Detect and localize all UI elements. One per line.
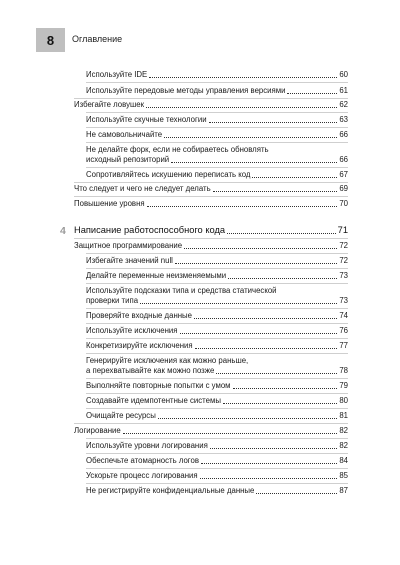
- divider: [86, 127, 348, 128]
- toc-entry[interactable]: [86, 381, 348, 391]
- toc-entry-page: 84: [339, 456, 348, 465]
- divider: [74, 196, 348, 197]
- divider: [86, 283, 348, 284]
- leader-dots: [123, 433, 338, 434]
- chapter-title: Написание работоспособного кода: [74, 225, 226, 235]
- leader-dots: [147, 206, 338, 207]
- divider: [86, 353, 348, 354]
- toc-entry-page: 72: [339, 256, 348, 265]
- toc-entry-title: Используйте IDE: [86, 70, 148, 79]
- divider: [86, 468, 348, 469]
- leader-dots: [149, 77, 337, 78]
- toc-entry[interactable]: [86, 356, 348, 376]
- divider: [86, 408, 348, 409]
- toc-entry-title: Не регистрируйте конфиденциальные данные: [86, 486, 255, 495]
- leader-dots: [171, 162, 337, 163]
- toc-entry[interactable]: [86, 471, 348, 481]
- leader-dots: [146, 107, 337, 108]
- divider: [86, 393, 348, 394]
- toc-entry-title: Используйте исключения: [86, 326, 178, 335]
- toc-entry-title-line2: исходный репозиторий: [86, 155, 170, 164]
- toc-entry[interactable]: [86, 256, 348, 266]
- divider: [86, 167, 348, 168]
- toc-entry-page: 61: [339, 86, 348, 95]
- divider: [86, 268, 348, 269]
- leader-dots: [175, 263, 337, 264]
- toc-entry-page: 85: [339, 471, 348, 480]
- toc-entry-page: 73: [339, 296, 348, 305]
- toc-entry-page: 62: [339, 100, 348, 109]
- divider: [86, 253, 348, 254]
- toc-entry-title: Обеспечьте атомарность логов: [86, 456, 199, 465]
- toc-entry-page: 67: [339, 170, 348, 179]
- divider: [86, 112, 348, 113]
- leader-dots: [228, 278, 337, 279]
- leader-dots: [184, 248, 337, 249]
- toc-entry-title: Конкретизируйте исключения: [86, 341, 193, 350]
- toc-entry-title: Что следует и чего не следует делать: [74, 184, 211, 193]
- divider: [74, 182, 348, 183]
- toc-entry-page: 63: [339, 115, 348, 124]
- toc-entry[interactable]: [86, 170, 348, 180]
- toc-entry[interactable]: [74, 241, 348, 251]
- leader-dots: [210, 448, 338, 449]
- leader-dots: [209, 122, 338, 123]
- toc-entry-page: 72: [339, 241, 348, 250]
- leader-dots: [256, 493, 337, 494]
- leader-dots: [195, 348, 338, 349]
- toc-entry[interactable]: [74, 426, 348, 436]
- toc-entry[interactable]: [86, 341, 348, 351]
- leader-dots: [223, 403, 337, 404]
- toc-entry-page: 82: [339, 426, 348, 435]
- divider: [74, 98, 348, 99]
- toc-entry-title: Избегайте значений null: [86, 256, 173, 265]
- toc-entry[interactable]: [74, 100, 348, 110]
- toc-entry-title-line2: а перехватывайте как можно позже: [86, 366, 215, 375]
- chapter-page: 71: [337, 225, 348, 235]
- toc-entry-title-line1: Генерируйте исключения как можно раньше,: [86, 356, 249, 365]
- leader-dots: [200, 478, 338, 479]
- toc-entry-title: Создавайте идемпотентные системы: [86, 396, 221, 405]
- toc-entry-title: Сопротивляйтесь искушению переписать код: [86, 170, 251, 179]
- toc-entry[interactable]: [86, 286, 348, 306]
- toc-entry-page: 73: [339, 271, 348, 280]
- leader-dots: [216, 373, 337, 374]
- divider: [86, 142, 348, 143]
- divider: [74, 423, 348, 424]
- toc-entry-page: 76: [339, 326, 348, 335]
- divider: [74, 238, 348, 239]
- toc-entry-title-line1: Используйте подсказки типа и средства статической: [86, 286, 277, 295]
- leader-dots: [164, 137, 337, 138]
- leader-dots: [180, 333, 338, 334]
- divider: [86, 438, 348, 439]
- divider: [86, 483, 348, 484]
- toc-entry-page: 74: [339, 311, 348, 320]
- toc-entry-page: 80: [339, 396, 348, 405]
- toc-entry[interactable]: [86, 441, 348, 451]
- toc-entry-title: Не самовольничайте: [86, 130, 163, 139]
- leader-dots: [194, 318, 337, 319]
- toc-entry-title: Повышение уровня: [74, 199, 145, 208]
- toc-entry[interactable]: [86, 86, 348, 96]
- leader-dots: [227, 233, 336, 234]
- toc-entry-page: 70: [339, 199, 348, 208]
- toc-entry-page: 81: [339, 411, 348, 420]
- page-number-tab: [36, 28, 65, 52]
- toc-entry[interactable]: [74, 184, 348, 194]
- chapter-heading[interactable]: [74, 224, 348, 236]
- toc-entry-title: Очищайте ресурсы: [86, 411, 156, 420]
- toc-entry-page: 77: [339, 341, 348, 350]
- toc-entry-page: 78: [339, 366, 348, 375]
- page-number: 8: [46, 32, 55, 48]
- toc-entry-page: 69: [339, 184, 348, 193]
- toc-entry-title: Ускорьте процесс логирования: [86, 471, 198, 480]
- toc-entry[interactable]: [86, 411, 348, 421]
- toc-entry-page: 82: [339, 441, 348, 450]
- toc-entry-title: Используйте передовые методы управления версиями: [86, 86, 286, 95]
- toc-entry-title: Делайте переменные неизменяемыми: [86, 271, 227, 280]
- toc-entry-title: Защитное программирование: [74, 241, 183, 250]
- toc-entry[interactable]: [74, 199, 348, 209]
- leader-dots: [158, 418, 338, 419]
- toc-entry-page: 79: [339, 381, 348, 390]
- leader-dots: [213, 191, 338, 192]
- toc-entry[interactable]: [86, 456, 348, 466]
- divider: [86, 308, 348, 309]
- toc-entry[interactable]: [86, 271, 348, 281]
- leader-dots: [287, 93, 337, 94]
- divider: [86, 453, 348, 454]
- divider: [86, 338, 348, 339]
- toc-entry[interactable]: [86, 396, 348, 406]
- leader-dots: [201, 463, 337, 464]
- toc-entry-title-line1: Не делайте форк, если не собираетесь обновлять: [86, 145, 269, 154]
- toc-entry-page: 60: [339, 70, 348, 79]
- toc-entry[interactable]: [86, 326, 348, 336]
- running-title: Оглавление: [72, 34, 123, 44]
- toc-entry[interactable]: [86, 70, 348, 80]
- leader-dots: [252, 177, 337, 178]
- toc-entry[interactable]: [86, 130, 348, 140]
- toc-entry[interactable]: [86, 311, 348, 321]
- toc-entry-page: 66: [339, 130, 348, 139]
- toc-entry-page: 87: [339, 486, 348, 495]
- toc-entry-page: 66: [339, 155, 348, 164]
- divider: [86, 323, 348, 324]
- chapter-number: 4: [60, 225, 66, 237]
- toc-entry-title: Проверяйте входные данные: [86, 311, 192, 320]
- divider: [86, 378, 348, 379]
- leader-dots: [140, 303, 337, 304]
- toc-entry-title: Используйте уровни логирования: [86, 441, 208, 450]
- toc-entry[interactable]: [86, 145, 348, 165]
- toc-entry-title: Логирование: [74, 426, 121, 435]
- toc-entry-title-line2: проверки типа: [86, 296, 139, 305]
- toc-entry-title: Используйте скучные технологии: [86, 115, 207, 124]
- divider: [86, 82, 348, 83]
- toc-entry[interactable]: [86, 486, 348, 496]
- toc-entry[interactable]: [86, 115, 348, 125]
- toc-entry-title: Избегайте ловушек: [74, 100, 145, 109]
- leader-dots: [233, 388, 338, 389]
- toc-entry-title: Выполняйте повторные попытки с умом: [86, 381, 231, 390]
